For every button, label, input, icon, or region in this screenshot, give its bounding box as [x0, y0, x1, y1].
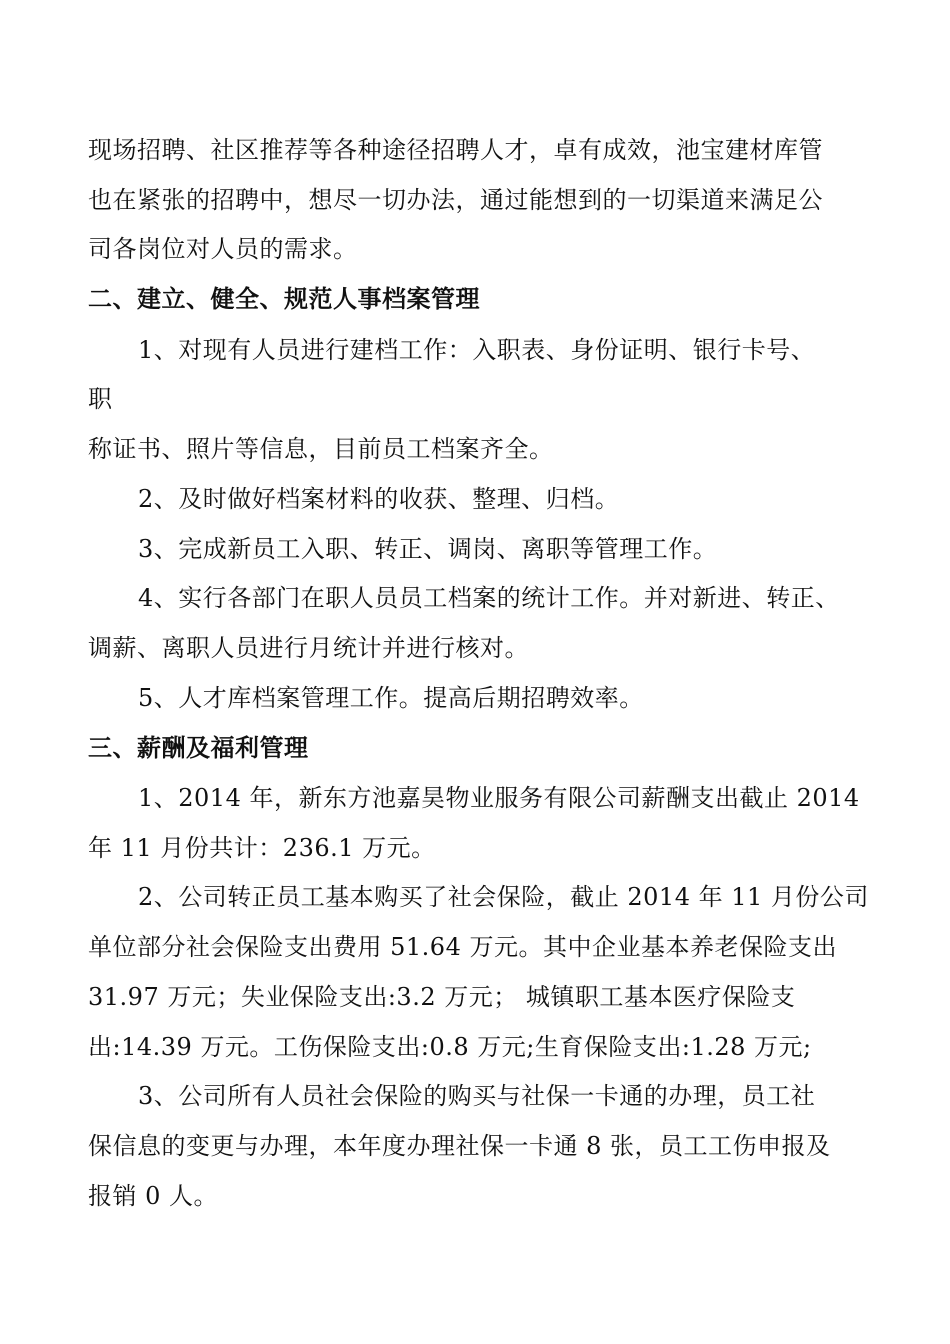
paragraph-line: 报销 0 人。 [88, 1182, 219, 1210]
paragraph-line: 调薪、离职人员进行月统计并进行核对。 [88, 634, 529, 662]
list-item: 3、公司所有人员社会保险的购买与社保一卡通的办理，员工社 [138, 1082, 816, 1110]
paragraph-line: 单位部分社会保险支出费用 51.64 万元。其中企业基本养老保险支出 [88, 933, 837, 961]
paragraph-line: 现场招聘、社区推荐等各种途径招聘人才，卓有成效，池宝建材库管 [88, 136, 823, 164]
paragraph-line: 司各岗位对人员的需求。 [88, 235, 358, 263]
paragraph-line: 出:14.39 万元。工伤保险支出:0.8 万元;生育保险支出:1.28 万元; [88, 1033, 812, 1061]
paragraph-line: 职 [88, 385, 113, 413]
section-heading: 三、薪酬及福利管理 [88, 734, 309, 762]
paragraph-line: 保信息的变更与办理，本年度办理社保一卡通 8 张，员工工伤申报及 [88, 1132, 831, 1160]
paragraph-line: 年 11 月份共计：236.1 万元。 [88, 834, 436, 862]
paragraph-line: 31.97 万元；失业保险支出:3.2 万元； 城镇职工基本医疗保险支 [88, 983, 796, 1011]
list-item: 1、2014 年，新东方池嘉昊物业服务有限公司薪酬支出截止 2014 [138, 784, 860, 812]
list-item: 1、对现有人员进行建档工作：入职表、身份证明、银行卡号、 [138, 336, 816, 364]
list-item: 2、及时做好档案材料的收获、整理、归档。 [138, 485, 620, 513]
section-heading: 二、建立、健全、规范人事档案管理 [88, 285, 480, 313]
paragraph-line: 称证书、照片等信息，目前员工档案齐全。 [88, 435, 554, 463]
paragraph-line: 也在紧张的招聘中，想尽一切办法，通过能想到的一切渠道来满足公 [88, 186, 823, 214]
list-item: 5、人才库档案管理工作。提高后期招聘效率。 [138, 684, 644, 712]
list-item: 4、实行各部门在职人员员工档案的统计工作。并对新进、转正、 [138, 584, 840, 612]
list-item: 3、完成新员工入职、转正、调岗、离职等管理工作。 [138, 535, 718, 563]
list-item: 2、公司转正员工基本购买了社会保险，截止 2014 年 11 月份公司 [138, 883, 869, 911]
